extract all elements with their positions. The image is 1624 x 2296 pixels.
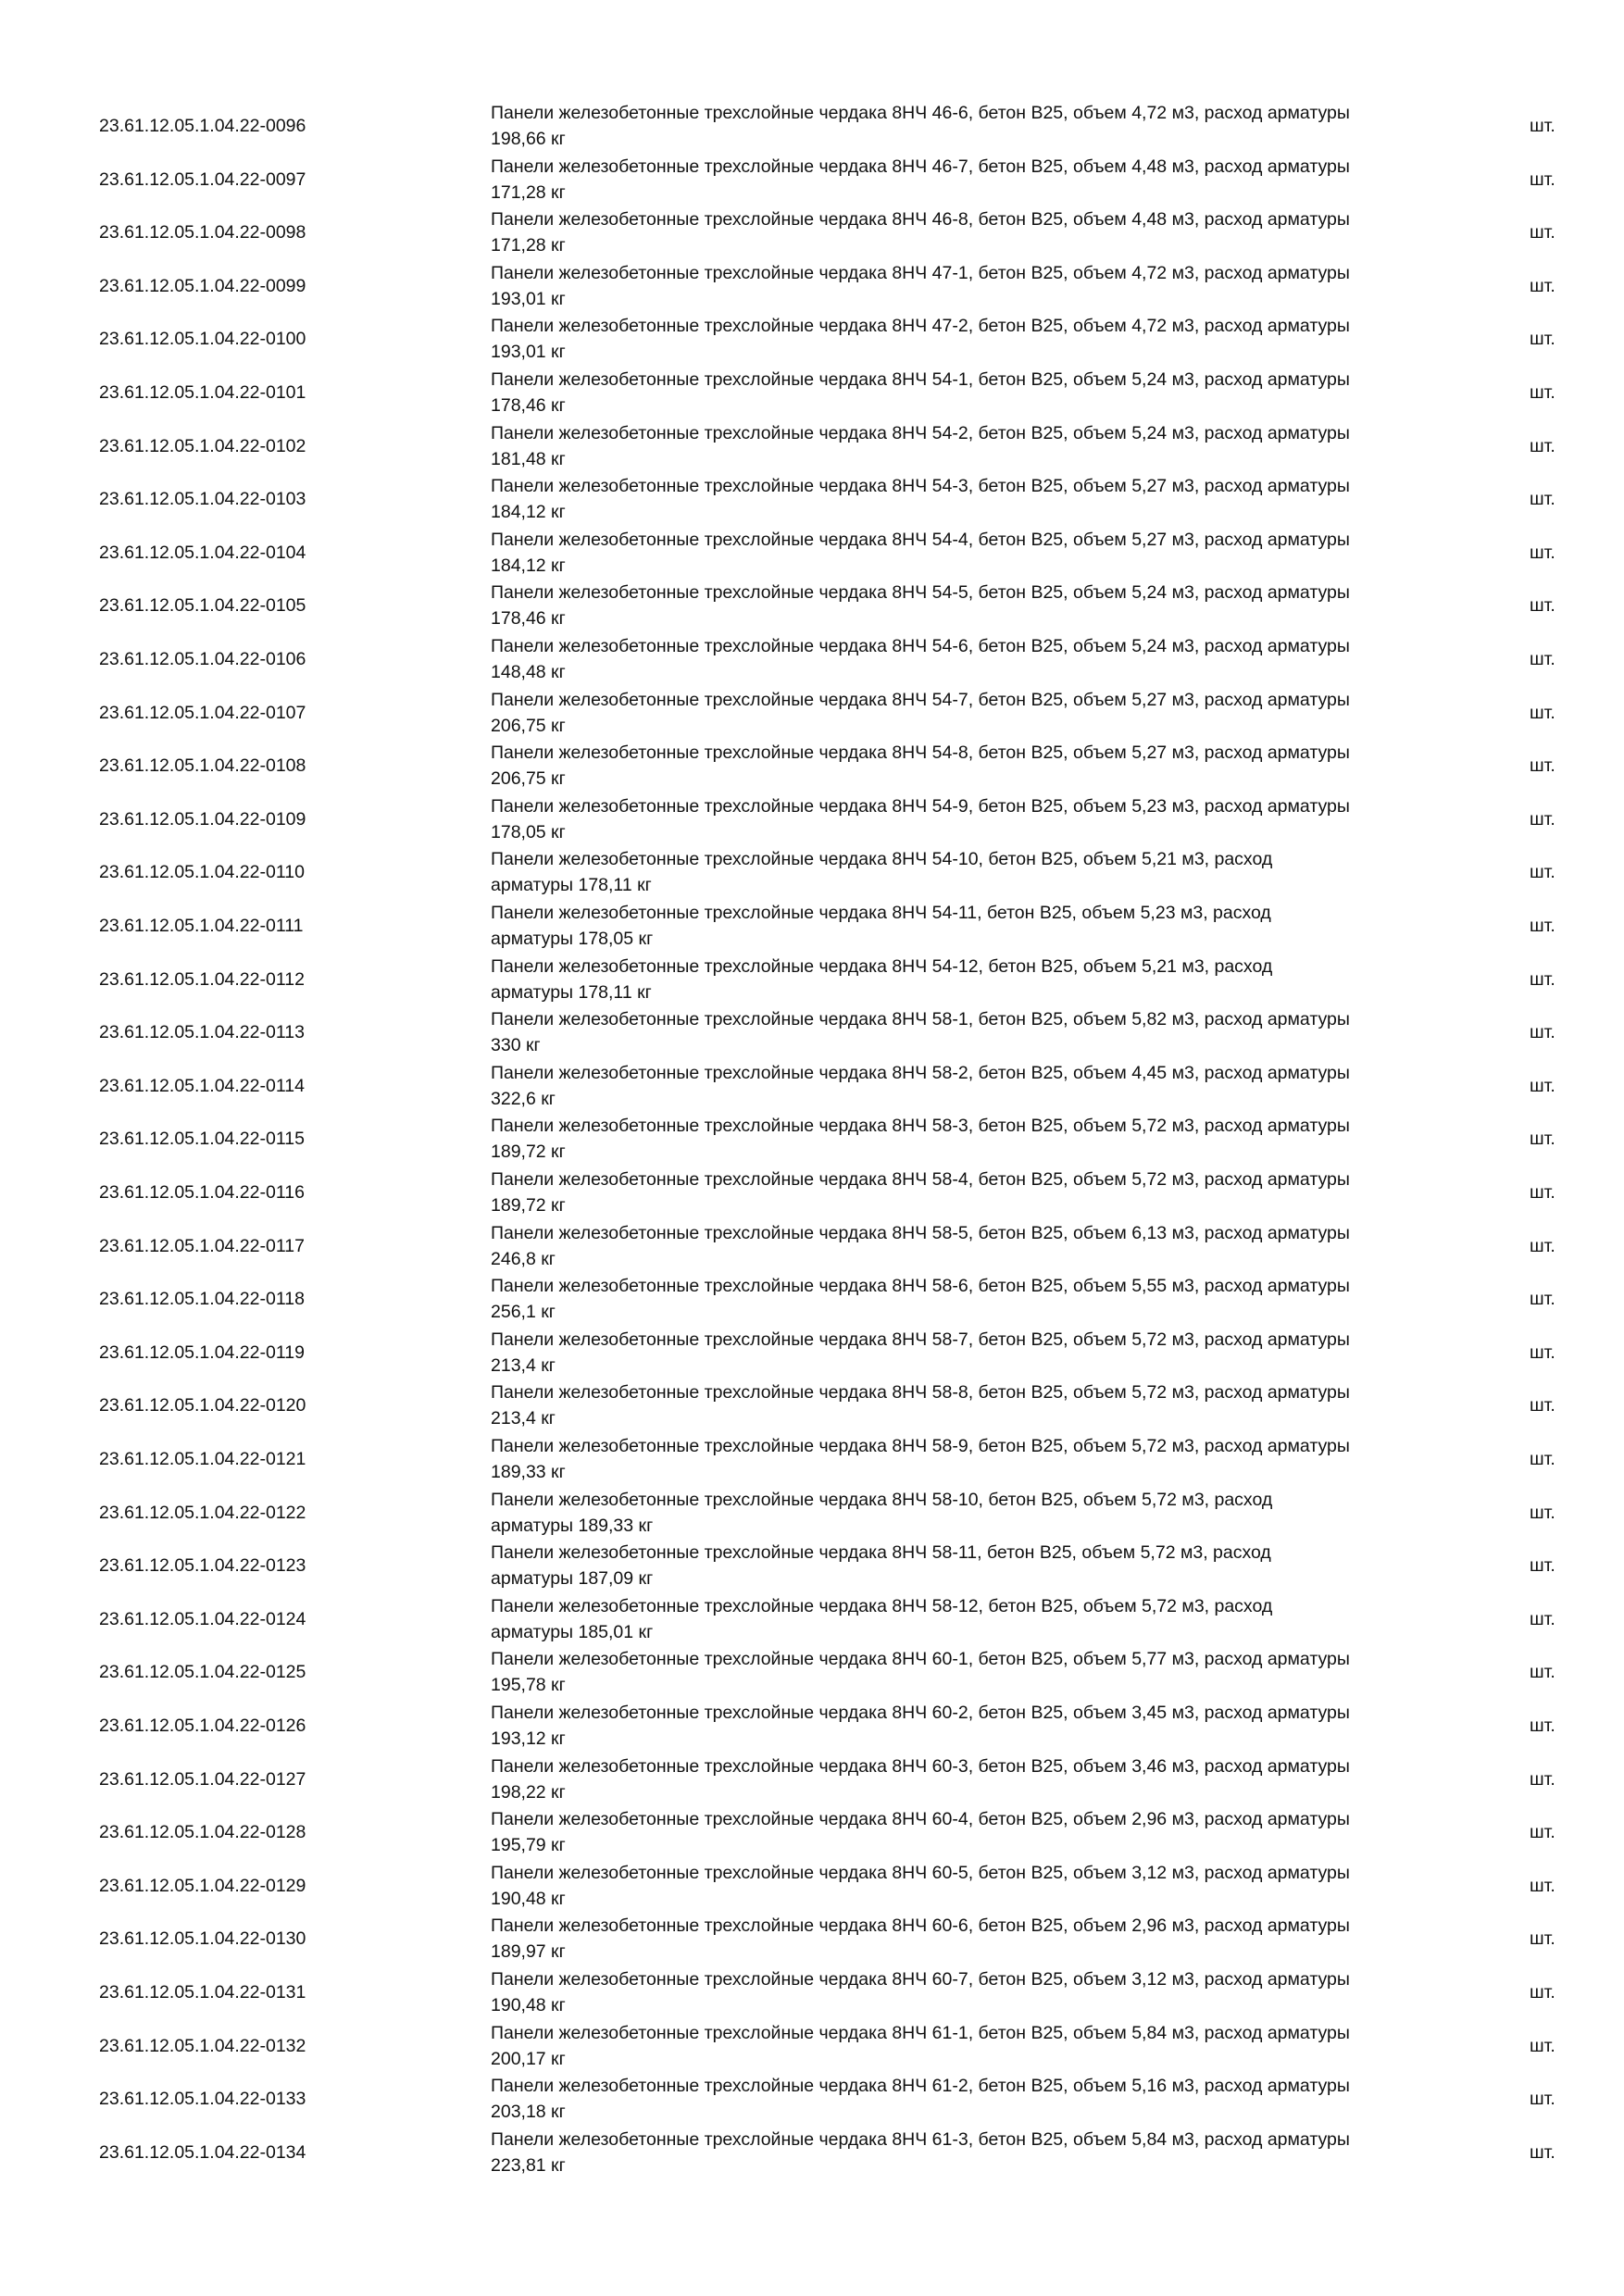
table-row <box>0 2126 1624 2179</box>
table-row <box>0 1432 1624 1486</box>
description-line-2: 198,22 кг <box>491 1781 566 1803</box>
table-row <box>0 1965 1624 2019</box>
item-description <box>491 206 1463 258</box>
description-line-2: 206,75 кг <box>491 715 566 736</box>
item-unit: шт. <box>1530 275 1555 296</box>
description-line-2: 178,05 кг <box>491 821 566 842</box>
description-line-1: Панели железобетонные трехслойные чердака 8НЧ 54-5, бетон В25, объем 5,24 м3, расход арматуры <box>491 582 1350 604</box>
item-unit: шт. <box>1530 1608 1555 1629</box>
item-code: 23.61.12.05.1.04.22-0097 <box>99 168 306 190</box>
description-line-2: арматуры 189,33 кг <box>491 1515 654 1536</box>
item-code: 23.61.12.05.1.04.22-0127 <box>99 1768 306 1790</box>
table-row <box>0 99 1624 153</box>
item-unit: шт. <box>1530 1662 1555 1683</box>
item-unit: шт. <box>1530 1555 1555 1577</box>
description-line-2: арматуры 187,09 кг <box>491 1568 654 1590</box>
description-line-2: 256,1 кг <box>491 1302 556 1323</box>
description-line-1: Панели железобетонные трехслойные чердака 8НЧ 47-2, бетон В25, объем 4,72 м3, расход арматуры <box>491 316 1350 337</box>
item-unit: шт. <box>1530 1449 1555 1469</box>
item-description <box>491 687 1463 739</box>
item-unit: шт. <box>1530 1182 1555 1203</box>
item-unit: шт. <box>1530 1875 1555 1896</box>
item-description <box>491 473 1463 525</box>
description-line-2: 193,01 кг <box>491 288 566 309</box>
description-line-1: Панели железобетонные трехслойные чердака 8НЧ 58-1, бетон В25, объем 5,82 м3, расход арматуры <box>491 1009 1350 1030</box>
item-description <box>491 527 1463 579</box>
table-row <box>0 845 1624 899</box>
item-code: 23.61.12.05.1.04.22-0110 <box>99 862 305 883</box>
description-line-1: Панели железобетонные трехслойные чердака 8НЧ 61-2, бетон В25, объем 5,16 м3, расход арматуры <box>491 2076 1350 2097</box>
item-unit: шт. <box>1530 1235 1555 1256</box>
item-unit: шт. <box>1530 1502 1555 1523</box>
item-code: 23.61.12.05.1.04.22-0131 <box>99 1982 306 2003</box>
table-row <box>0 153 1624 206</box>
table-row <box>0 1486 1624 1540</box>
description-line-1: Панели железобетонные трехслойные чердака 8НЧ 54-7, бетон В25, объем 5,27 м3, расход арматуры <box>491 689 1350 710</box>
table-row <box>0 1539 1624 1592</box>
description-line-1: Панели железобетонные трехслойные чердака 8НЧ 54-4, бетон В25, объем 5,27 м3, расход арматуры <box>491 529 1350 550</box>
description-line-2: 184,12 кг <box>491 555 566 576</box>
item-unit: шт. <box>1530 382 1555 403</box>
table-row <box>0 366 1624 419</box>
description-line-1: Панели железобетонные трехслойные чердака 8НЧ 54-11, бетон В25, объем 5,23 м3, расход <box>491 903 1271 923</box>
description-line-1: Панели железобетонные трехслойные чердака 8НЧ 58-6, бетон В25, объем 5,55 м3, расход арматуры <box>491 1276 1350 1297</box>
description-line-2: 190,48 кг <box>491 1888 566 1909</box>
item-description <box>491 1913 1463 1965</box>
table-row <box>0 1219 1624 1273</box>
item-description <box>491 1273 1463 1325</box>
item-code: 23.61.12.05.1.04.22-0108 <box>99 755 306 777</box>
table-row <box>0 1645 1624 1699</box>
item-description <box>491 740 1463 792</box>
item-description <box>491 954 1463 1005</box>
description-line-2: 171,28 кг <box>491 181 566 203</box>
item-description <box>491 2020 1463 2072</box>
item-description <box>491 367 1463 418</box>
item-description <box>491 154 1463 206</box>
description-line-2: арматуры 178,11 кг <box>491 981 652 1003</box>
table-row <box>0 1059 1624 1113</box>
description-line-1: Панели железобетонные трехслойные чердака 8НЧ 61-1, бетон В25, объем 5,84 м3, расход арматуры <box>491 2022 1350 2043</box>
description-line-2: арматуры 185,01 кг <box>491 1621 654 1642</box>
item-unit: шт. <box>1530 968 1555 990</box>
description-line-1: Панели железобетонные трехслойные чердака 8НЧ 46-7, бетон В25, объем 4,48 м3, расход арматуры <box>491 156 1350 177</box>
description-line-2: 193,01 кг <box>491 342 566 363</box>
description-line-1: Панели железобетонные трехслойные чердака 8НЧ 60-1, бетон В25, объем 5,77 м3, расход арматуры <box>491 1649 1350 1670</box>
description-line-1: Панели железобетонные трехслойные чердака 8НЧ 54-12, бетон В25, объем 5,21 м3, расход <box>491 955 1273 977</box>
description-line-2: 184,12 кг <box>491 502 566 523</box>
description-line-2: 200,17 кг <box>491 2048 566 2069</box>
item-description <box>491 1593 1463 1645</box>
item-code: 23.61.12.05.1.04.22-0100 <box>99 329 306 350</box>
item-description <box>491 1806 1463 1858</box>
item-code: 23.61.12.05.1.04.22-0101 <box>99 382 306 403</box>
item-unit: шт. <box>1530 595 1555 617</box>
description-line-1: Панели железобетонные трехслойные чердака 8НЧ 58-10, бетон В25, объем 5,72 м3, расход <box>491 1489 1273 1510</box>
item-unit: шт. <box>1530 2141 1555 2163</box>
description-line-2: 246,8 кг <box>491 1248 556 1269</box>
table-row <box>0 2019 1624 2073</box>
item-description <box>491 1646 1463 1698</box>
item-unit: шт. <box>1530 1129 1555 1150</box>
description-line-2: 198,66 кг <box>491 129 566 149</box>
description-line-2: 195,79 кг <box>491 1835 566 1856</box>
table-row <box>0 1592 1624 1646</box>
description-line-2: арматуры 178,05 кг <box>491 929 654 949</box>
item-description <box>491 2073 1463 2125</box>
item-unit: шт. <box>1530 702 1555 723</box>
item-unit: шт. <box>1530 1075 1555 1096</box>
table-row <box>0 206 1624 259</box>
item-code: 23.61.12.05.1.04.22-0113 <box>99 1022 305 1043</box>
item-unit: шт. <box>1530 1822 1555 1843</box>
item-description <box>491 1113 1463 1165</box>
item-description <box>491 1220 1463 1272</box>
item-code: 23.61.12.05.1.04.22-0114 <box>99 1075 305 1096</box>
description-line-1: Панели железобетонные трехслойные чердака 8НЧ 58-2, бетон В25, объем 4,45 м3, расход арматуры <box>491 1062 1350 1083</box>
table-row <box>0 259 1624 313</box>
item-code: 23.61.12.05.1.04.22-0134 <box>99 2141 306 2163</box>
item-code: 23.61.12.05.1.04.22-0119 <box>99 1341 305 1363</box>
description-line-2: 322,6 кг <box>491 1088 556 1109</box>
description-line-1: Панели железобетонные трехслойные чердака 8НЧ 58-12, бетон В25, объем 5,72 м3, расход <box>491 1595 1273 1616</box>
description-line-1: Панели железобетонные трехслойные чердака 8НЧ 60-2, бетон В25, объем 3,45 м3, расход арматуры <box>491 1703 1350 1723</box>
item-code: 23.61.12.05.1.04.22-0105 <box>99 595 306 617</box>
description-line-2: 171,28 кг <box>491 235 566 256</box>
table-row <box>0 899 1624 953</box>
item-description <box>491 1167 1463 1218</box>
description-line-1: Панели железобетонные трехслойные чердака 8НЧ 54-1, бетон В25, объем 5,24 м3, расход арматуры <box>491 369 1350 390</box>
description-line-1: Панели железобетонные трехслойные чердака 8НЧ 47-1, бетон В25, объем 4,72 м3, расход арматуры <box>491 262 1350 283</box>
table-row <box>0 312 1624 366</box>
item-description <box>491 1433 1463 1485</box>
item-unit: шт. <box>1530 916 1555 936</box>
description-line-1: Панели железобетонные трехслойные чердака 8НЧ 58-8, бетон В25, объем 5,72 м3, расход арматуры <box>491 1382 1350 1404</box>
item-code: 23.61.12.05.1.04.22-0125 <box>99 1662 306 1683</box>
description-line-1: Панели железобетонные трехслойные чердака 8НЧ 58-5, бетон В25, объем 6,13 м3, расход арматуры <box>491 1222 1350 1243</box>
item-unit: шт. <box>1530 649 1555 669</box>
description-line-2: 190,48 кг <box>491 1995 566 2015</box>
description-line-2: 181,48 кг <box>491 448 566 469</box>
table-row <box>0 1272 1624 1326</box>
description-line-2: 189,72 кг <box>491 1142 566 1163</box>
table-row <box>0 1005 1624 1059</box>
description-line-2: 178,46 кг <box>491 395 566 416</box>
description-line-1: Панели железобетонные трехслойные чердака 8НЧ 58-9, бетон В25, объем 5,72 м3, расход арматуры <box>491 1436 1350 1456</box>
table-row <box>0 686 1624 740</box>
item-unit: шт. <box>1530 1982 1555 2003</box>
item-code: 23.61.12.05.1.04.22-0126 <box>99 1716 306 1736</box>
table-row <box>0 1379 1624 1432</box>
item-code: 23.61.12.05.1.04.22-0099 <box>99 275 306 296</box>
description-line-1: Панели железобетонные трехслойные чердака 8НЧ 46-6, бетон В25, объем 4,72 м3, расход арматуры <box>491 103 1350 123</box>
description-line-2: 213,4 кг <box>491 1408 556 1429</box>
item-code: 23.61.12.05.1.04.22-0103 <box>99 489 306 510</box>
description-line-2: 195,78 кг <box>491 1675 566 1696</box>
item-unit: шт. <box>1530 2035 1555 2056</box>
item-unit: шт. <box>1530 116 1555 136</box>
item-unit: шт. <box>1530 542 1555 563</box>
item-unit: шт. <box>1530 808 1555 830</box>
table-row <box>0 792 1624 846</box>
description-line-2: 206,75 кг <box>491 768 566 790</box>
item-description <box>491 1006 1463 1058</box>
item-description <box>491 1540 1463 1591</box>
table-row <box>0 419 1624 473</box>
description-line-1: Панели железобетонные трехслойные чердака 8НЧ 60-6, бетон В25, объем 2,96 м3, расход арматуры <box>491 1915 1350 1937</box>
item-code: 23.61.12.05.1.04.22-0124 <box>99 1608 306 1629</box>
description-line-1: Панели железобетонные трехслойные чердака 8НЧ 60-5, бетон В25, объем 3,12 м3, расход арматуры <box>491 1862 1350 1883</box>
item-code: 23.61.12.05.1.04.22-0107 <box>99 702 306 723</box>
description-line-2: 178,46 кг <box>491 608 566 630</box>
table-row <box>0 1912 1624 1965</box>
item-unit: шт. <box>1530 1341 1555 1363</box>
item-code: 23.61.12.05.1.04.22-0109 <box>99 808 306 830</box>
item-code: 23.61.12.05.1.04.22-0111 <box>99 916 304 936</box>
description-line-2: 193,12 кг <box>491 1728 566 1749</box>
description-line-1: Панели железобетонные трехслойные чердака 8НЧ 60-4, бетон В25, объем 2,96 м3, расход арматуры <box>491 1809 1350 1830</box>
item-code: 23.61.12.05.1.04.22-0133 <box>99 2089 306 2110</box>
table-row <box>0 1699 1624 1753</box>
table-row <box>0 1859 1624 1913</box>
item-unit: шт. <box>1530 1768 1555 1790</box>
item-code: 23.61.12.05.1.04.22-0123 <box>99 1555 306 1577</box>
description-line-2: 213,4 кг <box>491 1354 556 1376</box>
description-line-1: Панели железобетонные трехслойные чердака 8НЧ 54-6, бетон В25, объем 5,24 м3, расход арматуры <box>491 636 1350 656</box>
table-row <box>0 1753 1624 1806</box>
item-code: 23.61.12.05.1.04.22-0121 <box>99 1449 306 1469</box>
description-line-2: 330 кг <box>491 1035 541 1056</box>
item-unit: шт. <box>1530 1395 1555 1416</box>
item-unit: шт. <box>1530 1716 1555 1736</box>
item-description <box>491 313 1463 365</box>
item-description <box>491 1060 1463 1112</box>
item-code: 23.61.12.05.1.04.22-0102 <box>99 435 306 456</box>
table-row <box>0 472 1624 526</box>
description-line-2: 203,18 кг <box>491 2102 566 2123</box>
item-unit: шт. <box>1530 435 1555 456</box>
description-line-2: арматуры 178,11 кг <box>491 875 652 896</box>
item-code: 23.61.12.05.1.04.22-0112 <box>99 968 305 990</box>
item-code: 23.61.12.05.1.04.22-0130 <box>99 1928 306 1950</box>
item-description <box>491 420 1463 472</box>
table-row <box>0 579 1624 632</box>
table-row <box>0 739 1624 792</box>
table-row <box>0 1166 1624 1219</box>
description-line-1: Панели железобетонные трехслойные чердака 8НЧ 61-3, бетон В25, объем 5,84 м3, расход арматуры <box>491 2128 1350 2150</box>
item-description <box>491 1966 1463 2018</box>
description-line-1: Панели железобетонные трехслойные чердака 8НЧ 54-8, бетон В25, объем 5,27 м3, расход арматуры <box>491 742 1350 764</box>
description-line-2: 148,48 кг <box>491 662 566 682</box>
description-line-1: Панели железобетонные трехслойные чердака 8НЧ 58-3, бетон В25, объем 5,72 м3, расход арматуры <box>491 1116 1350 1137</box>
item-description <box>491 1327 1463 1379</box>
item-description <box>491 1860 1463 1912</box>
item-code: 23.61.12.05.1.04.22-0116 <box>99 1182 305 1203</box>
item-description <box>491 846 1463 898</box>
table-row <box>0 1326 1624 1379</box>
table-row <box>0 1805 1624 1859</box>
item-description <box>491 633 1463 685</box>
item-description <box>491 580 1463 631</box>
item-code: 23.61.12.05.1.04.22-0098 <box>99 222 306 243</box>
item-code: 23.61.12.05.1.04.22-0129 <box>99 1875 306 1896</box>
description-line-1: Панели железобетонные трехслойные чердака 8НЧ 60-7, бетон В25, объем 3,12 м3, расход арматуры <box>491 1969 1350 1990</box>
item-unit: шт. <box>1530 1022 1555 1043</box>
item-code: 23.61.12.05.1.04.22-0104 <box>99 542 306 563</box>
item-unit: шт. <box>1530 489 1555 510</box>
item-unit: шт. <box>1530 168 1555 190</box>
item-code: 23.61.12.05.1.04.22-0096 <box>99 116 306 136</box>
item-code: 23.61.12.05.1.04.22-0118 <box>99 1289 305 1310</box>
item-description <box>491 1700 1463 1752</box>
item-code: 23.61.12.05.1.04.22-0117 <box>99 1235 305 1256</box>
item-description <box>491 1379 1463 1431</box>
item-description <box>491 1487 1463 1539</box>
description-line-1: Панели железобетонные трехслойные чердака 8НЧ 54-9, бетон В25, объем 5,23 м3, расход арматуры <box>491 795 1350 817</box>
item-description <box>491 793 1463 845</box>
item-unit: шт. <box>1530 862 1555 883</box>
description-line-1: Панели железобетонные трехслойные чердака 8НЧ 58-11, бетон В25, объем 5,72 м3, расход <box>491 1542 1271 1564</box>
description-line-1: Панели железобетонные трехслойные чердака 8НЧ 58-7, бетон В25, объем 5,72 м3, расход арматуры <box>491 1329 1350 1350</box>
item-code: 23.61.12.05.1.04.22-0106 <box>99 649 306 669</box>
item-description <box>491 900 1463 952</box>
item-code: 23.61.12.05.1.04.22-0128 <box>99 1822 306 1843</box>
description-line-2: 189,72 кг <box>491 1195 566 1216</box>
table-row <box>0 632 1624 686</box>
item-unit: шт. <box>1530 1289 1555 1310</box>
description-line-2: 189,97 кг <box>491 1941 566 1963</box>
item-unit: шт. <box>1530 2089 1555 2110</box>
table-row <box>0 2072 1624 2126</box>
item-description <box>491 2127 1463 2178</box>
description-line-1: Панели железобетонные трехслойные чердака 8НЧ 54-3, бетон В25, объем 5,27 м3, расход арматуры <box>491 476 1350 497</box>
description-line-1: Панели железобетонные трехслойные чердака 8НЧ 54-10, бетон В25, объем 5,21 м3, расход <box>491 849 1273 870</box>
table-row <box>0 526 1624 580</box>
item-unit: шт. <box>1530 755 1555 777</box>
description-line-1: Панели железобетонные трехслойные чердака 8НЧ 58-4, бетон В25, объем 5,72 м3, расход арматуры <box>491 1169 1350 1190</box>
description-line-1: Панели железобетонные трехслойные чердака 8НЧ 60-3, бетон В25, объем 3,46 м3, расход арматуры <box>491 1755 1350 1777</box>
item-code: 23.61.12.05.1.04.22-0122 <box>99 1502 306 1523</box>
description-line-1: Панели железобетонные трехслойные чердака 8НЧ 54-2, бетон В25, объем 5,24 м3, расход арматуры <box>491 422 1350 443</box>
item-unit: шт. <box>1530 222 1555 243</box>
item-code: 23.61.12.05.1.04.22-0115 <box>99 1129 305 1150</box>
table-row <box>0 953 1624 1006</box>
description-line-2: 223,81 кг <box>491 2154 566 2176</box>
description-line-2: 189,33 кг <box>491 1462 566 1482</box>
item-unit: шт. <box>1530 329 1555 350</box>
description-line-1: Панели железобетонные трехслойные чердака 8НЧ 46-8, бетон В25, объем 4,48 м3, расход арматуры <box>491 209 1350 231</box>
item-code: 23.61.12.05.1.04.22-0120 <box>99 1395 306 1416</box>
item-description <box>491 100 1463 152</box>
item-description <box>491 260 1463 312</box>
table-row <box>0 1112 1624 1166</box>
item-unit: шт. <box>1530 1928 1555 1950</box>
item-code: 23.61.12.05.1.04.22-0132 <box>99 2035 306 2056</box>
item-description <box>491 1753 1463 1805</box>
